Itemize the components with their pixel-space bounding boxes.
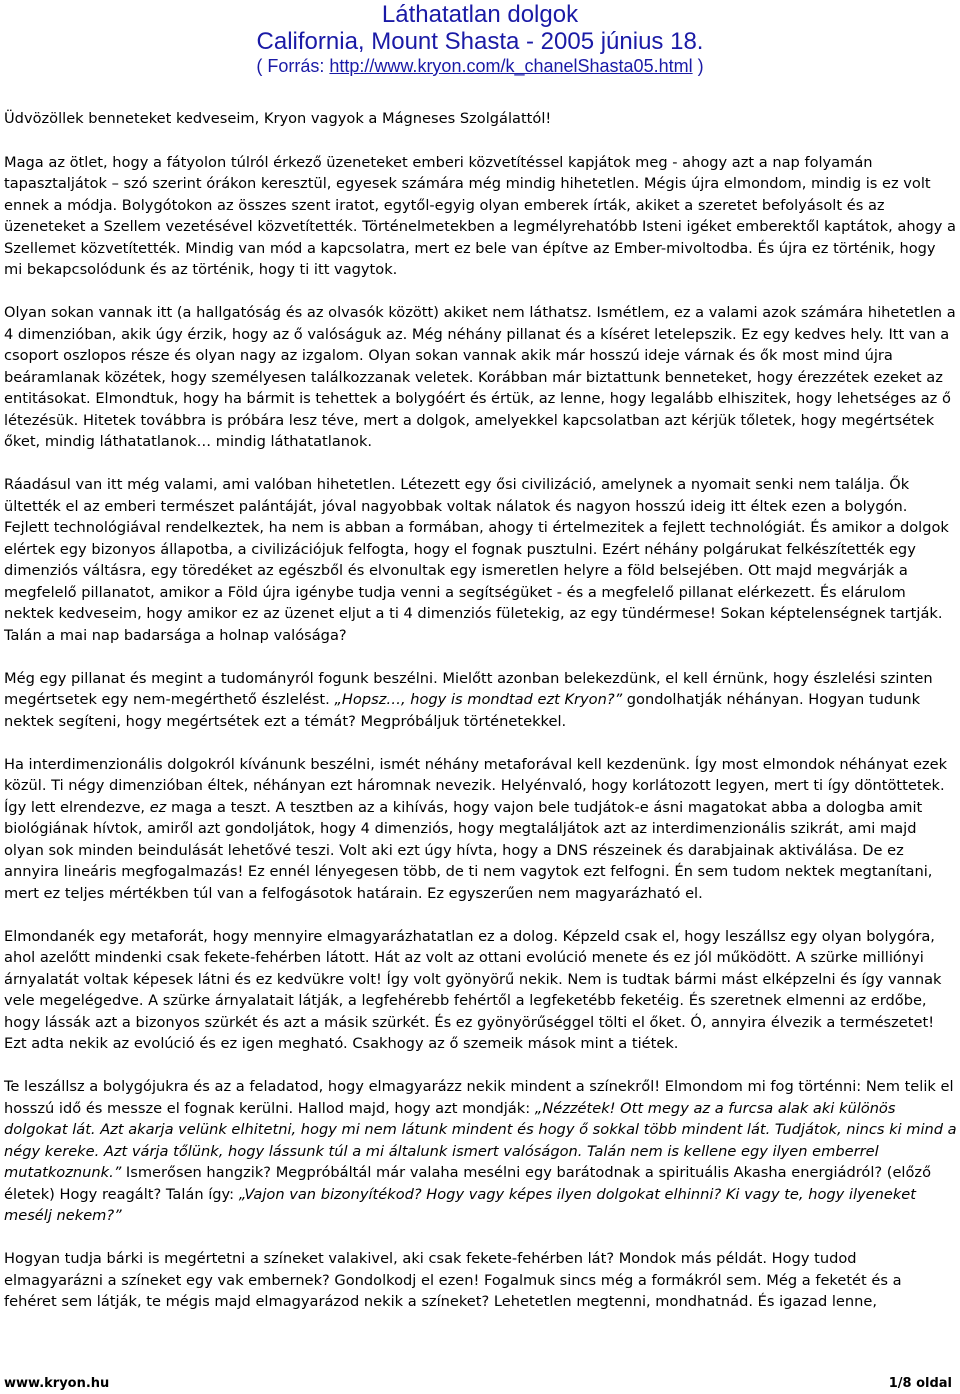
paragraph-5 <box>4 754 957 905</box>
page-footer <box>4 1376 952 1391</box>
paragraph-5-emphasis: ez <box>149 798 167 816</box>
footer-page-number: 1/8 oldal <box>888 1376 952 1391</box>
greeting: Üdvözöllek benneteket kedveseim, Kryon vagyok a Mágneses Szolgálattól! <box>4 110 552 127</box>
paragraph-4-text: Még egy pillanat és megint a tudományról fogunk beszélni. Mielőtt azonban belekezdünk, el kell érnünk, hogy észlelési szinten megértsetek egy nem-megérthető észlelést. <box>4 669 933 708</box>
paragraph-1: Maga az ötlet, hogy a fátyolon túlról érkező üzeneteket emberi közvetítéssel kapjátok meg - ahogy azt a nap folyamán tapasztaljátok – szó szerint órákon keresztül, egyesek számára még mindig hihetetlen. Mégis újra elmondom, mindig is ez volt ennek a módja. Bolygótokon az összes szent iratot, egytől-egyig olyan emberek írták, akiket a szeretet befolyásolt és az üzeneteket a Szellem vezetésével közvetítették. Történelmetekben a legmélyrehatóbb Isteni igéket emberektől kaptátok, ahogy a Szellemet közvetítették. Mindig van mód a kapcsolatra, mert ez bele van építve az Ember-mivoltodba. És újra ez történik, hogy mi bekapcsolódunk és az történik, hogy ti itt vagytok. <box>4 153 957 278</box>
document-title: Láthatatlan dolgok <box>381 1 579 28</box>
paragraph-6: Elmondanék egy metaforát, hogy mennyire elmagyarázhatatlan ez a dolog. Képzeld csak el, hogy leszállsz egy olyan bolygóra, ahol azelőtt mindenki csak fekete-fehérben látott. Hát az volt az ottani evolúció menete és ez jól működött. A szürke milliónyi árnyalatát voltak képesek látni és ez kedvükre volt! Így volt gyönyörű nekik. Nem is tudtak bármi mást elképzelni és így vannak vele megelégedve. A szürke árnyalatait látják, a legfehérebb fehértől a legfeketébb feketéig. És szeretnek elmenni az erdőbe, hogy lássák azt a bizonyos szürkét és azt a másik szürkét. És ez gyönyörűséggel tölti el őket. Ó, annyira élvezik a természetet! Ezt adta nekik az evolúció és ez igen megható. Csakhogy az ő szemeik mások mint a tiétek. <box>4 927 942 1052</box>
source-prefix: ( Forrás: <box>256 56 330 76</box>
paragraph-7-text: Te leszállsz a bolygójukra és az a feladatod, hogy elmagyarázz nekik mindent a színekről! Elmondom mi fog történni: Nem telik el hosszú idő és messze el fognak kerülni. Hallod majd, hogy azt mondják: <box>4 1078 954 1117</box>
footer-site: www.kryon.hu <box>4 1376 110 1391</box>
paragraph-7-quote-1: „Nézzétek! Ott megy az a furcsa alak aki különös dolgokat lát. Azt akarja velünk elhitetni, hogy mi nem látunk mindent és hogy ő sokkal több mindent lát. Tudjátok, nincs ki mind a négy kereke. Azt várja tőlünk, hogy lássunk túl a mi általunk ismert valóságon. Talán nem is kellene egy ilyen emberrel mutatkoznunk.” <box>4 1099 957 1181</box>
source-link[interactable]: http://www.kryon.com/k_chanelShasta05.html <box>329 56 693 76</box>
paragraph-7 <box>4 1076 957 1227</box>
source-suffix: ) <box>692 56 704 76</box>
paragraph-4-quote: „Hopsz…, hogy is mondtad ezt Kryon?” <box>334 691 623 708</box>
document-body <box>4 108 957 1334</box>
source-line <box>0 55 960 77</box>
paragraph-4 <box>4 668 957 733</box>
paragraph-2: Olyan sokan vannak itt (a hallgatóság és az olvasók között) akiket nem láthatsz. Ismétlem, ez a valami azok számára hihetetlen a 4 dimenzióban, akik úgy érzik, hogy az ő valóságuk az. Még néhány pillanat és a kíséret letelepszik. Ez egy kedves hely. Itt van a csoport oszlopos része és olyan nagy az izgalom. Olyan sokan vannak akik már hosszú ideje várnak és ők most mind újra beáramlanak közétek, hogy személyesen találkozzanak veletek. Korábban már biztattunk benneteket, hogy érezzétek ezeket az entitásokat. Elmondtuk, hogy ha bármit is tehettek a bolygóért és értük, az lenne, hogy legalább elhiszitek, hogy lehetséges az ő létezésük. Hitetek továbbra is próbára lesz téve, mert a dolgok, amelyekkel kapcsolatban azt kérjük tőletek, hogy megértsétek őket, mindig láthatatlanok… mindig láthatatlanok. <box>4 304 956 450</box>
paragraph-8: Hogyan tudja bárki is megértetni a színeket valakivel, aki csak fekete-fehérben lát? Mondok más példát. Hogy tudod elmagyarázni a színeket egy vak embernek? Gondolkodj el ezen! Fogalmuk sincs még a formákról sem. Még a feketét és a fehéret sem látják, te mégis majd elmagyarázod nekik a színeket? Lehetetlen megtenni, mondhatnád. És igazad lenne, <box>4 1250 902 1310</box>
paragraph-3: Ráadásul van itt még valami, ami valóban hihetetlen. Létezett egy ősi civilizáció, amelynek a nyomait senki nem találja. Ők ültették el az emberi természet palántáját, jóval nagyobbak voltak nálatok és nagyon hosszú ideig itt éltek ezen a bolygón. Fejlett technológiával rendelkeztek, ha nem is abban a formában, ahogy ti értelmezitek a fejlett technológiát. És amikor a dolgok elértek egy bizonyos állapotba, a civilizációjuk felfogta, hogy el fognak pusztulni. Ezért néhány polgárukat felkészítették egy dimenziós váltásra, egy töredéket az egészből és elvonultak egy ismeretlen helyre a föld belsejében. Ott majd megvárják a megfelelő pillanatot, amikor a Föld újra igénybe tudja venni a segítségüket - és a megfelelő pillanat elérkezett. És elárulom nektek kedveseim, hogy amikor ez az üzenet eljut a ti 4 dimenziós fületekig, az egy tündérmese! Sokan képtelenségnek tartják. Talán a mai nap badarsága a holnap valósága? <box>4 476 949 644</box>
paragraph-7-text-mid: Ismerősen hangzik? Megpróbáltál már valaha mesélni egy barátodnak a spirituális Akasha energiádról? (előző életek) Hogy reagált? Talán így: <box>4 1164 932 1203</box>
document-subtitle: California, Mount Shasta - 2005 június 18. <box>256 28 704 55</box>
paragraph-5-text: Ha interdimenzionális dolgokról kívánunk beszélni, ismét néhány metaforával kell kezdenünk. Így most elmondok néhányat ezek közül. Ti négy dimenzióban éltek, néhányan ezt háromnak nevezik. Helyénvaló, hogy korlátozott legyen, mert ti így döntöttetek. Így lett elrendezve, <box>4 755 948 816</box>
paragraph-7-quote-2: „Vajon van bizonyítékod? Hogy vagy képes ilyen dolgokat elhinni? Ki vagy te, hogy ilyeneket mesélj nekem?” <box>4 1185 917 1224</box>
document-header <box>0 0 960 77</box>
paragraph-4-text-end: gondolhatják néhányan. Hogyan tudunk nektek segíteni, hogy megértsétek ezt a témát? Megpróbáljuk történetekkel. <box>4 691 921 730</box>
paragraph-5-text-end: maga a teszt. A tesztben az a kihívás, hogy vajon bele tudjátok-e ásni magatokat abba a dologba amit biológiának hívtok, amiről azt gondoljátok, hogy 4 dimenziós, hogy megtaláljátok azt az interdimenzionális szikrát, ami majd olyan sok minden beindulását lehetővé teszi. Volt aki ezt úgy hívta, hogy a DNS részeinek és darabjainak aktiválása. De ez annyira lineáris megfogalmazás! Ez ennél lényegesen több, de ti nem vagytok ezt felfogni. Én sem tudom nektek megtanítani, mert ez teljes mértékben túl van a felfogásotok határain. Ez egyszerűen nem magyarázható el. <box>4 798 933 902</box>
